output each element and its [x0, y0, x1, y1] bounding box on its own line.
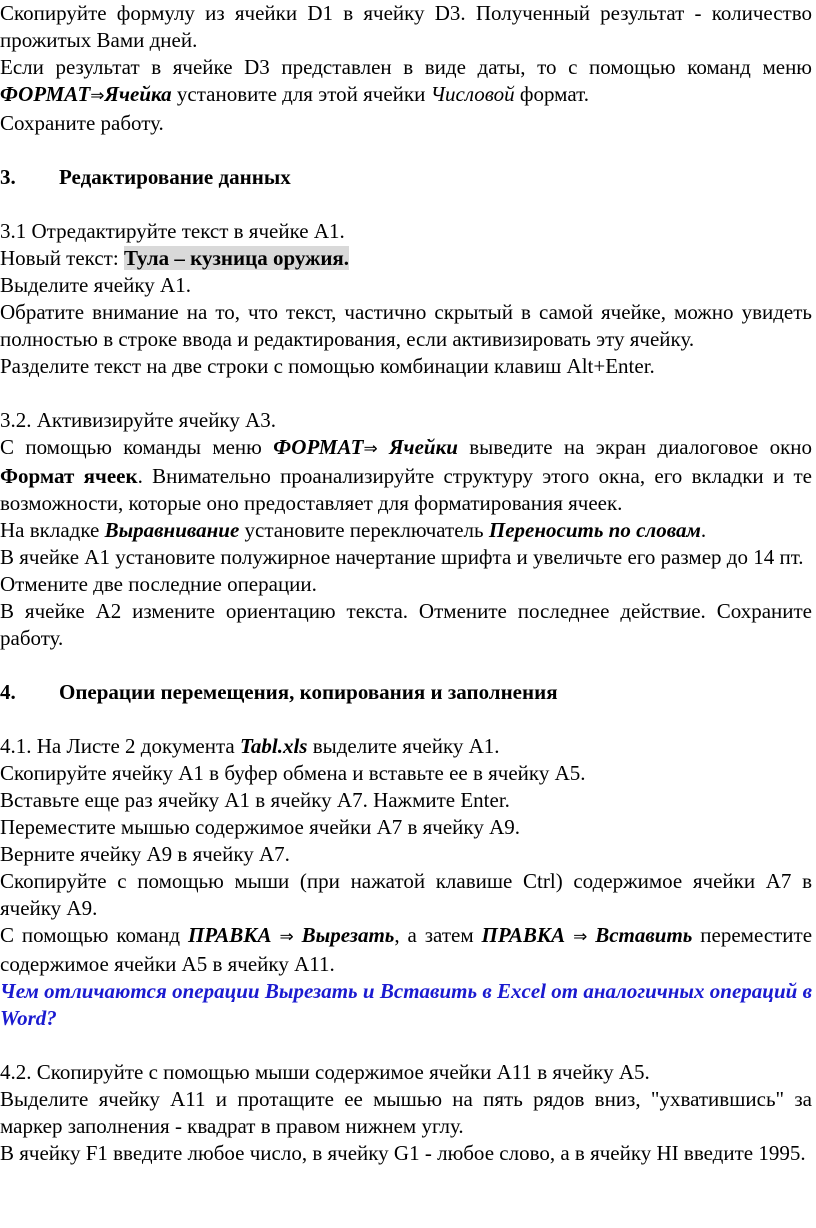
- spacer: [0, 380, 812, 407]
- menu-item-cut: Вырезать: [301, 923, 395, 947]
- highlighted-new-text: Тула – кузница оружия.: [123, 246, 350, 270]
- dialog-name: Формат ячеек: [0, 464, 138, 488]
- text-fragment: С помощью команды меню: [0, 435, 274, 459]
- paragraph-save: Сохраните работу.: [0, 111, 164, 135]
- paragraph-orientation: В ячейке А2 измените ориентацию текста. Отмените последнее действие. Сохраните работу.: [0, 599, 812, 650]
- paragraph-new-text: [0, 245, 812, 272]
- switch-wrap-words: Переносить по словам: [488, 518, 701, 542]
- text-fragment: установите переключатель: [239, 518, 489, 542]
- tab-alignment: Выравнивание: [104, 518, 240, 542]
- text-fragment: выделите ячейку А1.: [307, 734, 500, 758]
- format-numeric: Числовой: [430, 82, 515, 106]
- paragraph-paste-a7: Вставьте еще раз ячейку А1 в ячейку А7. Нажмите Enter.: [0, 788, 510, 812]
- file-name: Tabl.xls: [239, 734, 308, 758]
- paragraph-alignment-tab: [0, 517, 812, 544]
- section-4-heading: [0, 679, 812, 706]
- paragraph-4-1: [0, 733, 812, 760]
- paragraph-fill-handle: Выделите ячейку А11 и протащите ее мышью на пять рядов вниз, "ухватившись" за маркер заполнения - квадрат в правом нижнем углу.: [0, 1087, 812, 1138]
- paragraph-bold-font: В ячейке А1 установите полужирное начертание шрифта и увеличьте его размер до 14 пт.: [0, 545, 804, 569]
- paragraph-ctrl-copy: Скопируйте с помощью мыши (при нажатой клавише Ctrl) содержимое ячейки А7 в ячейку А9.: [0, 869, 812, 920]
- paragraph-format-dialog: [0, 434, 812, 517]
- paragraph-copy-formula: Скопируйте формулу из ячейки D1 в ячейку D3. Полученный результат - количество прожитых Вами дней.: [0, 1, 812, 52]
- text-fragment: Если результат в ячейке D3 представлен в виде даты, то с помощью команд меню: [0, 55, 812, 79]
- text-fragment: формат.: [514, 82, 589, 106]
- section-title: Редактирование данных: [59, 165, 291, 189]
- menu-edit: ПРАВКА: [187, 923, 272, 947]
- arrow-icon: ⇒: [363, 439, 378, 459]
- text-fragment: На вкладке: [0, 518, 105, 542]
- text-fragment: .: [700, 518, 707, 542]
- spacer: [0, 191, 812, 218]
- paragraph-4-2: 4.2. Скопируйте с помощью мыши содержимое ячейки А11 в ячейку А5.: [0, 1060, 650, 1084]
- arrow-icon: ⇒: [90, 86, 105, 106]
- paragraph-enter-values: В ячейку F1 введите любое число, в ячейку G1 - любое слово, а в ячейку HI введите 1995.: [0, 1141, 806, 1165]
- arrow-icon: ⇒: [279, 927, 294, 947]
- paragraph-split-text: Разделите текст на две строки с помощью комбинации клавиш Alt+Enter.: [0, 354, 655, 378]
- menu-format: ФОРМАТ: [273, 435, 364, 459]
- section-number: 4.: [0, 680, 16, 704]
- section-3-heading: [0, 164, 812, 191]
- paragraph-cut-paste: [0, 922, 812, 978]
- spacer: [0, 137, 812, 164]
- section-number: 3.: [0, 165, 16, 189]
- spacer: [0, 706, 812, 733]
- text-fragment: выведите на экран диалоговое окно: [457, 435, 813, 459]
- paragraph-3-2: 3.2. Активизируйте ячейку А3.: [0, 408, 277, 432]
- new-text-label: Новый текст:: [0, 246, 124, 270]
- question-text: Чем отличаются операции Вырезать и Вставить в Excel от аналогичных операций в Word?: [0, 979, 812, 1030]
- section-title: Операции перемещения, копирования и заполнения: [59, 680, 558, 704]
- paragraph-select-a1: Выделите ячейку А1.: [0, 273, 191, 297]
- paragraph-date-format: [0, 54, 812, 110]
- text-fragment: С помощью команд: [0, 923, 188, 947]
- paragraph-move-a7: Переместите мышью содержимое ячейки А7 в ячейку А9.: [0, 815, 520, 839]
- menu-item-cells: Ячейки: [389, 435, 458, 459]
- menu-format: ФОРМАТ: [0, 82, 91, 106]
- paragraph-return-a9: Верните ячейку А9 в ячейку А7.: [0, 842, 290, 866]
- spacer: [0, 1032, 812, 1059]
- menu-edit: ПРАВКА: [481, 923, 566, 947]
- arrow-icon: ⇒: [573, 927, 588, 947]
- spacer: [0, 652, 812, 679]
- paragraph-3-1: 3.1 Отредактируйте текст в ячейке А1.: [0, 219, 345, 243]
- text-fragment: переместите содержимое ячейки А5 в ячейку А11.: [0, 923, 813, 976]
- menu-item-paste: Вставить: [595, 923, 693, 947]
- paragraph-copy-a1: Скопируйте ячейку А1 в буфер обмена и вставьте ее в ячейку А5.: [0, 761, 586, 785]
- text-fragment: , а затем: [394, 923, 482, 947]
- menu-item-cell: Ячейка: [104, 82, 172, 106]
- paragraph-undo-two: Отмените две последние операции.: [0, 572, 317, 596]
- text-fragment: установите для этой ячейки: [171, 82, 431, 106]
- text-fragment: 4.1. На Листе 2 документа: [0, 734, 240, 758]
- text-fragment: . Внимательно проанализируйте структуру этого окна, его вкладки и те возможности, которые оно предоставляет для форматирования ячеек.: [0, 464, 812, 515]
- paragraph-attention: Обратите внимание на то, что текст, частично скрытый в самой ячейке, можно увидеть полностью в строке ввода и редактирования, если активизировать эту ячейку.: [0, 300, 812, 351]
